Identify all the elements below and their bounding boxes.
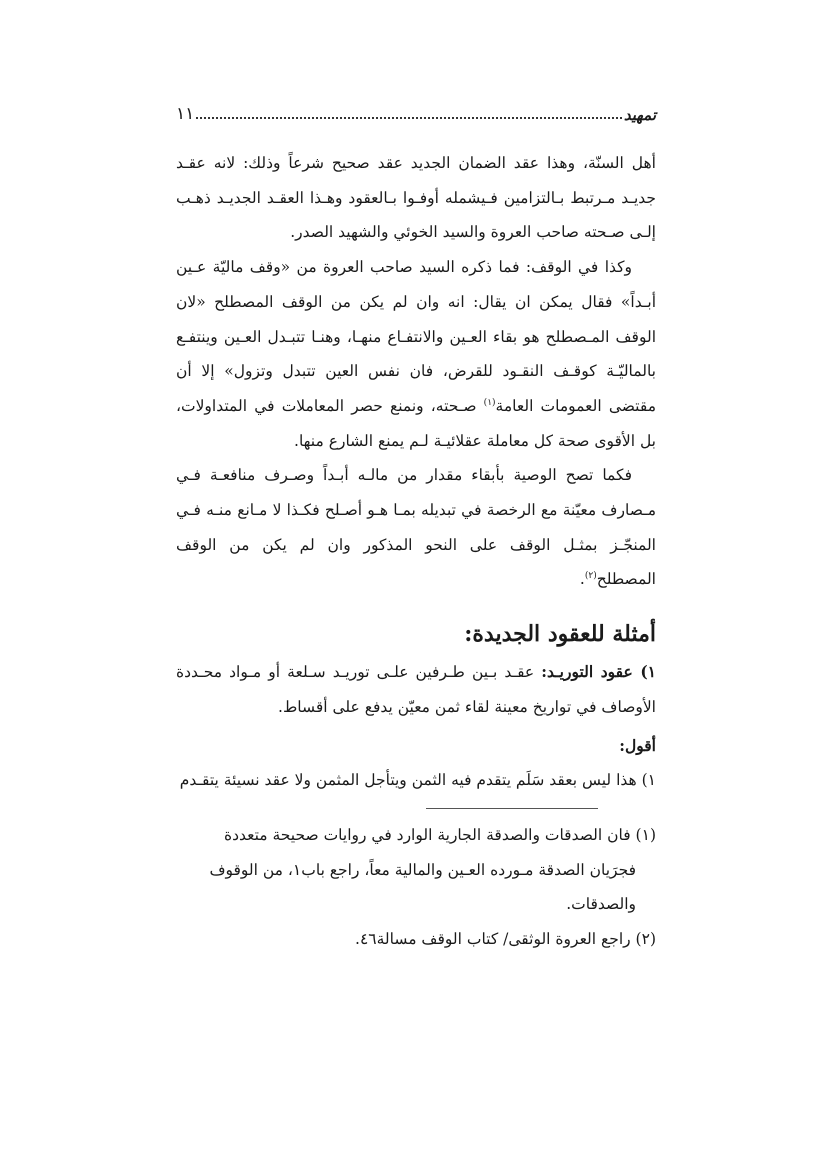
footnote-separator	[426, 808, 598, 809]
footnote-ref-2[interactable]: (٢)	[584, 571, 597, 582]
running-header	[176, 98, 656, 124]
footnote-2: (٢) راجع العروة الوثقى/ كتاب الوقف مسالة٤٦.	[355, 930, 656, 949]
page-number: ١١	[176, 104, 195, 124]
item-1-text: عقـد بـين طـرفين علـى توريـد سـلعة أو مـواد محـددة الأوصاف في تواريخ معينة لقاء ثمن معيّن يدفع على أقساط.	[176, 663, 656, 716]
aqool-label: أقول:	[619, 735, 656, 755]
paragraph-3-text-b: .	[579, 570, 585, 589]
main-text	[176, 146, 656, 798]
item-1-label: ١) عقود التوريـد:	[541, 662, 656, 682]
item-1	[176, 655, 656, 724]
paragraph-1: أهل السنّة، وهذا عقد الضمان الجديد عقد صحيح شرعاً وذلك: لانه عقـد جديـد مـرتبط بـالتزامين فـيشمله أوفـوا بـالعقود وهـذا العقـد الجديـد ذهـب إلـى صـحته صاحب العروة والسيد الخوئي والشهيد الصدر.	[176, 154, 656, 242]
paragraph-2	[176, 250, 656, 458]
paragraph-2-text-b: صـحته، ونمنع حصر المعاملات في المتداولات، بل الأقوى صحة كل معاملة عقلائيـة لـم يمنع الشارع منها.	[176, 396, 656, 450]
paragraph-2-text-a: وكذا في الوقف: فما ذكره السيد صاحب العروة من «وقف ماليّة عـين أبـداً» فقال يمكن ان يقال: انه وان لم يكن من الوقف المصطلح «لان الوقف المـصطلح هو بقاء العـين والانتفـاع منهـا، وهنـا تتبـدل العـين وينتفـع بالماليّـة كوقـف النقـود للقرض، فان نفس العين تتبدل وتزول» إلا أن مقتضى العمومات العامة	[176, 258, 656, 415]
footnote-ref-1[interactable]: (١)	[483, 397, 496, 408]
section-heading: أمثلة للعقود الجديدة:	[464, 621, 656, 648]
paragraph-3-text-a: فكما تصح الوصية بأبقاء مقدار من مالـه أبـداً وصـرف منافعـة فـي مـصارف معيّنة مع الرخصة في تبديله بمـا هـو أصـلح فكـذا لا مـانع منـه فـي المنجّـز بمثـل الوقف على النحو المذكور وان لم يكن من الوقف المصطلح	[176, 466, 656, 589]
point-1: ١) هذا ليس بعقد سَلَم يتقدم فيه الثمن ويتأجل المثمن ولا عقد نسيئة يتقـدم	[179, 771, 656, 790]
chapter-title: تمهيد	[623, 106, 656, 124]
footnotes	[176, 818, 656, 957]
header-dot-leader	[196, 116, 622, 119]
footnote-1: (١) فان الصدقات والصدقة الجارية الوارد في روايات صحيحة متعددة فجرَيان الصدقة مـورده العـين والمالية معاً، راجع باب١، من الوقوف والصدقات.	[209, 826, 656, 914]
paragraph-3	[176, 458, 656, 597]
